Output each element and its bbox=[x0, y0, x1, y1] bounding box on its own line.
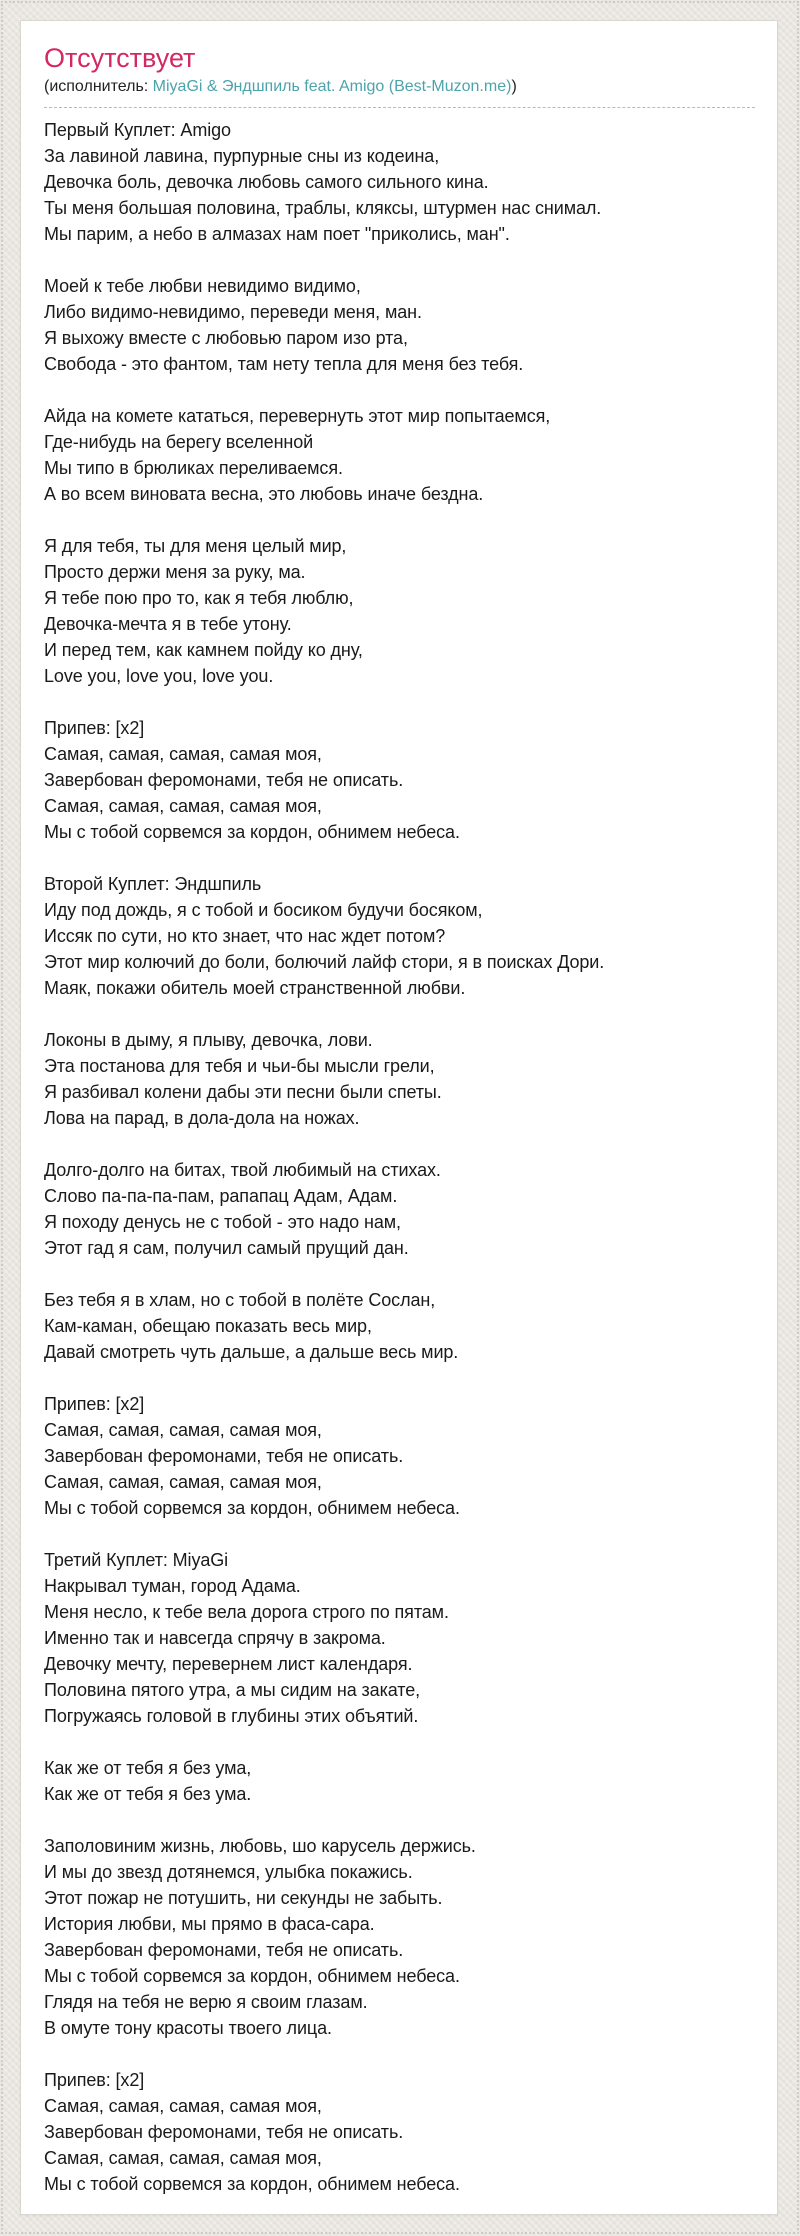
lyrics-line: Этот пожар не потушить, ни секунды не забыть. bbox=[44, 1888, 443, 1908]
lyrics-line: Либо видимо-невидимо, переведи меня, ман. bbox=[44, 302, 422, 322]
lyrics-line: Давай смотреть чуть дальше, а дальше весь мир. bbox=[44, 1342, 459, 1362]
lyrics-stanza bbox=[44, 1287, 755, 1365]
lyrics-line: Ты меня большая половина, траблы, кляксы, штурмен нас снимал. bbox=[44, 198, 602, 218]
lyrics-stanza bbox=[44, 1755, 755, 1807]
lyrics-line: Просто держи меня за руку, ма. bbox=[44, 562, 306, 582]
lyrics-line: История любви, мы прямо в фаса-сара. bbox=[44, 1914, 375, 1934]
lyrics-line: Локоны в дыму, я плыву, девочка, лови. bbox=[44, 1030, 373, 1050]
lyrics-line: Припев: [x2] bbox=[44, 2070, 145, 2090]
lyrics-stanza bbox=[44, 1391, 755, 1521]
lyrics-stanza bbox=[44, 715, 755, 845]
lyrics-line: Погружаясь головой в глубины этих объятий. bbox=[44, 1706, 419, 1726]
lyrics-line: Самая, самая, самая, самая моя, bbox=[44, 2096, 322, 2116]
artist-line-suffix: ) bbox=[511, 78, 517, 95]
lyrics-line: Маяк, покажи обитель моей странственной любви. bbox=[44, 978, 466, 998]
lyrics-line: Самая, самая, самая, самая моя, bbox=[44, 1420, 322, 1440]
lyrics-line: Самая, самая, самая, самая моя, bbox=[44, 796, 322, 816]
artist-line bbox=[44, 77, 755, 97]
lyrics-stanza bbox=[44, 871, 755, 1001]
lyrics-line: Завербован феромонами, тебя не описать. bbox=[44, 770, 404, 790]
lyrics-line: Третий Куплет: MiyaGi bbox=[44, 1550, 229, 1570]
lyrics-line: И мы до звезд дотянемся, улыбка покажись. bbox=[44, 1862, 413, 1882]
lyrics-line: Самая, самая, самая, самая моя, bbox=[44, 2148, 322, 2168]
lyrics-stanza bbox=[44, 273, 755, 377]
lyrics-line: Айда на комете кататься, перевернуть этот мир попытаемся, bbox=[44, 406, 551, 426]
lyrics-line: Я выхожу вместе с любовью паром изо рта, bbox=[44, 328, 408, 348]
lyrics-line: Заполовиним жизнь, любовь, шо карусель держись. bbox=[44, 1836, 476, 1856]
lyrics-line: Этот мир колючий до боли, болючий лайф стори, я в поисках Дори. bbox=[44, 952, 605, 972]
lyrics-line: Девочка-мечта я в тебе утону. bbox=[44, 614, 292, 634]
lyrics-line: Самая, самая, самая, самая моя, bbox=[44, 1472, 322, 1492]
lyrics-line: Моей к тебе любви невидимо видимо, bbox=[44, 276, 361, 296]
lyrics-line: Половина пятого утра, а мы сидим на закате, bbox=[44, 1680, 421, 1700]
lyrics-stanza bbox=[44, 1027, 755, 1131]
lyrics-line: Мы с тобой сорвемся за кордон, обнимем небеса. bbox=[44, 2174, 460, 2194]
lyrics-stanza bbox=[44, 1157, 755, 1261]
lyrics-stanza bbox=[44, 117, 755, 247]
lyrics-line: Я тебе пою про то, как я тебя люблю, bbox=[44, 588, 354, 608]
lyrics-line: Мы парим, а небо в алмазах нам поет "приколись, ман". bbox=[44, 224, 510, 244]
lyrics-line: За лавиной лавина, пурпурные сны из кодеина, bbox=[44, 146, 440, 166]
lyrics-line: А во всем виновата весна, это любовь иначе бездна. bbox=[44, 484, 484, 504]
lyrics-line: Я для тебя, ты для меня целый мир, bbox=[44, 536, 347, 556]
lyrics-card bbox=[20, 20, 778, 2215]
lyrics-line: Припев: [x2] bbox=[44, 1394, 145, 1414]
lyrics-line: Иссяк по сути, но кто знает, что нас ждет потом? bbox=[44, 926, 446, 946]
lyrics-line: Love you, love you, love you. bbox=[44, 666, 274, 686]
lyrics-line: Второй Куплет: Эндшпиль bbox=[44, 874, 262, 894]
lyrics-line: Припев: [x2] bbox=[44, 718, 145, 738]
lyrics-line: Без тебя я в хлам, но с тобой в полёте Сослан, bbox=[44, 1290, 436, 1310]
lyrics-line: Мы с тобой сорвемся за кордон, обнимем небеса. bbox=[44, 1498, 460, 1518]
page-title: Отсутствует bbox=[44, 43, 196, 73]
lyrics bbox=[44, 108, 755, 2197]
lyrics-stanza bbox=[44, 2067, 755, 2197]
lyrics-line: Глядя на тебя не верю я своим глазам. bbox=[44, 1992, 368, 2012]
lyrics-line: В омуте тону красоты твоего лица. bbox=[44, 2018, 332, 2038]
lyrics-line: Свобода - это фантом, там нету тепла для меня без тебя. bbox=[44, 354, 524, 374]
lyrics-line: Завербован феромонами, тебя не описать. bbox=[44, 2122, 404, 2142]
artist-link[interactable]: MiyaGi & Эндшпиль feat. Amigo (Best-Muzon.me) bbox=[152, 78, 512, 95]
lyrics-line: Девочку мечту, перевернем лист календаря. bbox=[44, 1654, 413, 1674]
lyrics-line: Девочка боль, девочка любовь самого сильного кина. bbox=[44, 172, 489, 192]
lyrics-line: Кам-каман, обещаю показать весь мир, bbox=[44, 1316, 372, 1336]
lyrics-line: Я разбивал колени дабы эти песни были спеты. bbox=[44, 1082, 442, 1102]
lyrics-line: Иду под дождь, я с тобой и босиком будучи босяком, bbox=[44, 900, 483, 920]
lyrics-line: Эта постанова для тебя и чьи-бы мысли грели, bbox=[44, 1056, 435, 1076]
lyrics-line: Мы с тобой сорвемся за кордон, обнимем небеса. bbox=[44, 1966, 460, 1986]
lyrics-line: Как же от тебя я без ума, bbox=[44, 1758, 252, 1778]
lyrics-line: Накрывал туман, город Адама. bbox=[44, 1576, 301, 1596]
lyrics-stanza bbox=[44, 403, 755, 507]
lyrics-line: Лова на парад, в дола-дола на ножах. bbox=[44, 1108, 360, 1128]
lyrics-line: Мы типо в брюликах переливаемся. bbox=[44, 458, 343, 478]
lyrics-line: Меня несло, к тебе вела дорога строго по пятам. bbox=[44, 1602, 449, 1622]
lyrics-line: Завербован феромонами, тебя не описать. bbox=[44, 1940, 404, 1960]
lyrics-line: Долго-долго на битах, твой любимый на стихах. bbox=[44, 1160, 441, 1180]
lyrics-line: Слово па-па-па-пам, рапапац Адам, Адам. bbox=[44, 1186, 398, 1206]
lyrics-line: Этот гад я сам, получил самый прущий дан. bbox=[44, 1238, 409, 1258]
lyrics-line: Именно так и навсегда спрячу в закрома. bbox=[44, 1628, 386, 1648]
lyrics-line: Первый Куплет: Amigo bbox=[44, 120, 231, 140]
artist-label: (исполнитель: bbox=[44, 78, 153, 95]
lyrics-line: Завербован феромонами, тебя не описать. bbox=[44, 1446, 404, 1466]
lyrics-line: Я походу денусь не с тобой - это надо нам, bbox=[44, 1212, 401, 1232]
lyrics-stanza bbox=[44, 533, 755, 689]
lyrics-line: Как же от тебя я без ума. bbox=[44, 1784, 252, 1804]
lyrics-line: Мы с тобой сорвемся за кордон, обнимем небеса. bbox=[44, 822, 460, 842]
lyrics-line: Самая, самая, самая, самая моя, bbox=[44, 744, 322, 764]
lyrics-stanza bbox=[44, 1833, 755, 2041]
lyrics-line: И перед тем, как камнем пойду ко дну, bbox=[44, 640, 363, 660]
lyrics-line: Где-нибудь на берегу вселенной bbox=[44, 432, 314, 452]
lyrics-stanza bbox=[44, 1547, 755, 1729]
song-header bbox=[44, 43, 755, 108]
